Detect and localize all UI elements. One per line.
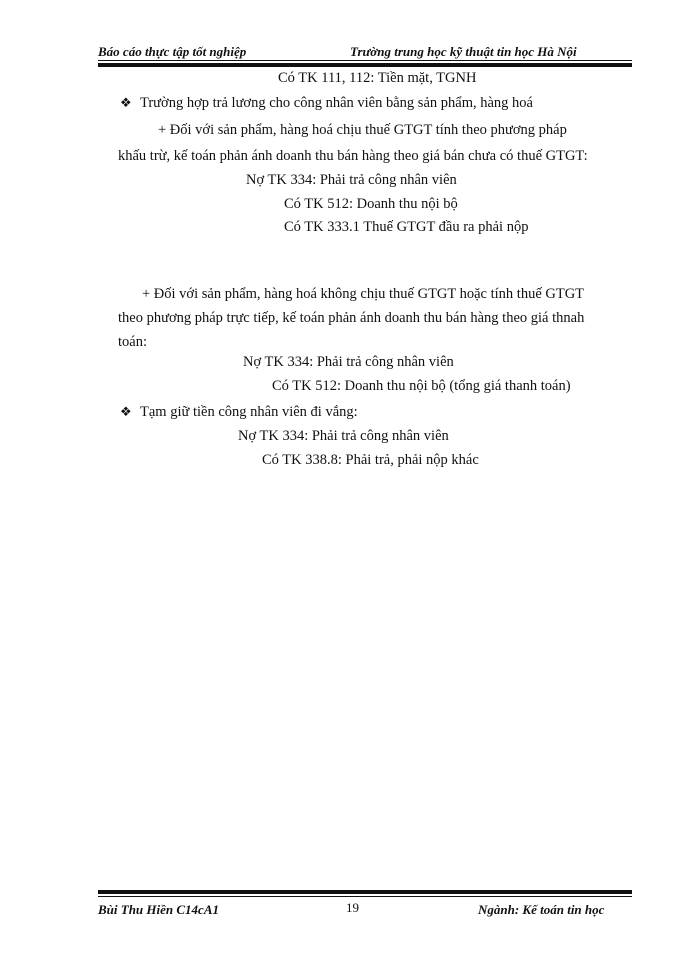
page-footer	[98, 890, 632, 920]
header-left-text: Báo cáo thực tập tốt nghiệp	[98, 44, 247, 59]
header-rule-thin	[98, 60, 632, 61]
paragraph-vat-deduction-line1: + Đối với sản phẩm, hàng hoá chịu thuế GTGT tính theo phương pháp	[158, 122, 567, 138]
footer-major: Ngành: Kế toán tin học	[478, 902, 605, 917]
bullet-item-absent-wages	[120, 402, 358, 422]
paragraph-vat-deduction-line2: khấu trừ, kế toán phản ánh doanh thu bán hàng theo giá bán chưa có thuế GTGT:	[118, 148, 588, 164]
bullet-item-product-payment	[120, 93, 533, 113]
diamond-bullet-icon: ❖	[120, 404, 132, 419]
bullet-text: Tạm giữ tiền công nhân viên đi vắng:	[140, 404, 358, 420]
footer-rule-thin	[98, 896, 632, 897]
entry-credit-512-b: Có TK 512: Doanh thu nội bộ (tổng giá thanh toán)	[272, 378, 571, 394]
page-number: 19	[346, 900, 359, 915]
paragraph-non-vat-line1: + Đối với sản phẩm, hàng hoá không chịu thuế GTGT hoặc tính thuế GTGT	[142, 286, 585, 302]
header-rule-thick	[98, 63, 632, 67]
entry-credit-512: Có TK 512: Doanh thu nội bộ	[284, 196, 458, 212]
page-header	[98, 38, 632, 64]
entry-debit-334-c: Nợ TK 334: Phải trả công nhân viên	[238, 428, 449, 444]
paragraph-non-vat-line3: toán:	[118, 334, 147, 350]
diamond-bullet-icon: ❖	[120, 95, 132, 110]
bullet-text: Trường hợp trả lương cho công nhân viên bằng sản phẩm, hàng hoá	[140, 95, 533, 111]
header-right-text: Trường trung học kỹ thuật tin học Hà Nội	[350, 44, 577, 59]
entry-credit-3331: Có TK 333.1 Thuế GTGT đầu ra phải nộp	[284, 219, 529, 235]
entry-credit-3388: Có TK 338.8: Phải trả, phải nộp khác	[262, 452, 479, 468]
footer-author: Bùi Thu Hiền C14cA1	[98, 902, 219, 917]
footer-rule-thick	[98, 890, 632, 894]
paragraph-non-vat-line2: theo phương pháp trực tiếp, kế toán phản ánh doanh thu bán hàng theo giá thnah	[118, 310, 585, 326]
entry-debit-334-b: Nợ TK 334: Phải trả công nhân viên	[243, 354, 454, 370]
line-credit-cash: Có TK 111, 112: Tiền mặt, TGNH	[278, 70, 477, 86]
entry-debit-334: Nợ TK 334: Phải trả công nhân viên	[246, 172, 457, 188]
